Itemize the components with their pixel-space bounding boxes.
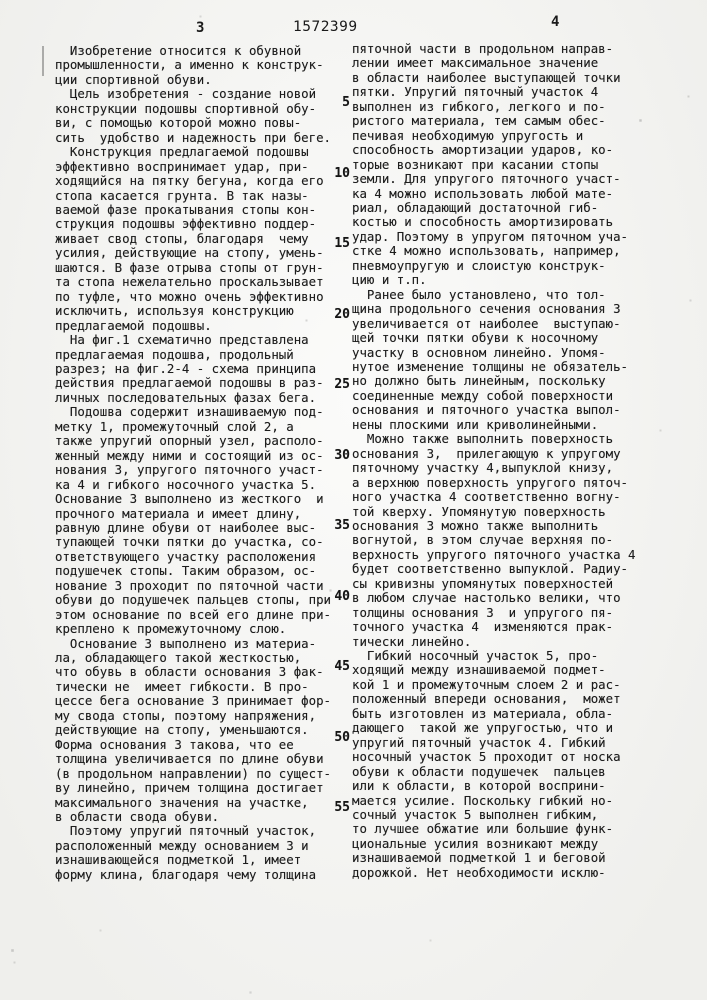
patent-number: 1572399	[293, 19, 358, 35]
left-column-text: Изобретение относится к обувной промышленности, а именно к конструк- ции спортивной обуви. Цель изобретения - создание новой конструкции подошвы спортивной обу- ви, с помощью которой можно повы- сить удобство и надежность при беге. Конструкция предлагаемой подошвы эффективно воспринимает удар, при- ходящийся на пятку бегуна, когда его стопа касается грунта. В так назы- ваемой фазе прокатывания стопы кон- струкция подошвы эффективно поддер- живает свод стопы, благодаря чему усилия, действующие на стопу, умень- шаются. В фазе отрыва стопы от грун- та стопа нежелательно проскальзывает по туфле, что можно очень эффективно исключить, используя конструкцию предлагаемой подошвы. На фиг.1 схематично представлена предлагаемая подошва, продольный разрез; на фиг.2-4 - схема принципа действия предлагаемой подошвы в раз- личных последовательных фазах бега. Подошва содержит изнашиваемую под- метку 1, промежуточный слой 2, а также упругий опорный узел, располо- женный между ними и состоящий из ос- нования 3, упругого пяточного участ- ка 4 и гибкого носочного участка 5. Основание 3 выполнено из жесткого и прочного материала и имеет длину, равную длине обуви от наиболее выс- тупающей точки пятки до участка, со- ответствующего участку расположения подушечек стопы. Таким образом, ос- нование 3 проходит по пяточной части обуви до подушечек пальцев стопы, при этом основание по всей его длине при- креплено к промежуточному слою. Основание 3 выполнено из материа- ла, обладающего такой жесткостью, что обувь в области основания 3 фак- тически не имеет гибкости. В про- цессе бега основание 3 принимает фор- му свода стопы, поэтому напряжения, действующие на стопу, уменьшаются. Форма основания 3 такова, что ее толщина увеличивается по длине обуви (в продольном направлении) по сущест- ву линейно, причем толщина достигает максимального значения на участке, в области свода обуви. Поэтому упругий пяточный участок, расположенный между основанием 3 и изнашивающейся подметкой 1, имеет форму клина, благодаря чему толщина	[55, 43, 332, 882]
paper-speckles	[0, 0, 1, 1]
line-number: 35	[334, 518, 350, 533]
right-column-text: пяточной части в продольном направ- лении имеет максимальное значение в области наиболее выступающей точки пятки. Упругий пяточный участок 4 выполнен из гибкого, легкого и по- ристого материала, тем самым обес- печивая необходимую упругость и способность амортизации ударов, ко- торые возникают при касании стопы земли. Для упругого пяточного участ- ка 4 можно использовать любой мате- риал, обладающий достаточной гиб- костью и способность амортизировать удар. Поэтому в упругом пяточном уча- стке 4 можно использовать, например, пневмоупругую и слоистую конструк- цию и т.п. Ранее было установлено, что тол- щина продольного сечения основания 3 увеличивается от наиболее выступаю- щей точки пятки обуви к носочному участку в основном линейно. Упомя- нутое изменение толщины не обязатель- но должно быть линейным, поскольку соединенные между собой поверхности основания и пяточного участка выпол- нены плоскими или криволинейными. Можно также выполнить поверхность основания 3, прилегающую к упругому пяточному участку 4,выпуклой книзу, а верхнюю поверхность упругого пяточ- ного участка 4 соответственно вогну- той кверху. Упомянутую поверхность основания 3 можно также выполнить вогнутой, в этом случае верхняя по- верхность упругого пяточного участка 4 будет соответственно выпуклой. Радиу- сы кривизны упомянутых поверхностей в любом случае настолько велики, что толщины основания 3 и упругого пя- точного участка 4 изменяются прак- тически линейно. Гибкий носочный участок 5, про- ходящий между изнашиваемой подмет- кой 1 и промежуточным слоем 2 и рас- положенный впереди основания, может быть изготовлен из материала, обла- дающего такой же упругостью, что и упругий пяточный участок 4. Гибкий носочный участок 5 проходит от носка обуви к области подушечек пальцев или к области, в которой восприни- мается усилие. Поскольку гибкий но- сочный участок 5 выполнен гибким, то лучшее обжатие или большие функ- циональные усилия возникают между изнашиваемой подметкой 1 и беговой дорожкой. Нет необходимости исклю-	[352, 41, 636, 880]
line-number: 40	[334, 589, 350, 604]
line-number: 45	[334, 659, 350, 674]
line-number: 30	[334, 448, 350, 463]
line-number-gutter	[318, 0, 350, 1000]
line-number: 50	[334, 730, 350, 745]
line-number: 5	[342, 95, 350, 110]
column-number-left: 3	[196, 20, 205, 36]
line-number: 15	[334, 236, 350, 251]
column-number-right: 4	[551, 14, 560, 30]
line-number: 55	[334, 800, 350, 815]
scan-artifact	[42, 46, 44, 76]
line-number: 20	[334, 307, 350, 322]
line-number: 10	[334, 166, 350, 181]
line-number: 25	[334, 377, 350, 392]
